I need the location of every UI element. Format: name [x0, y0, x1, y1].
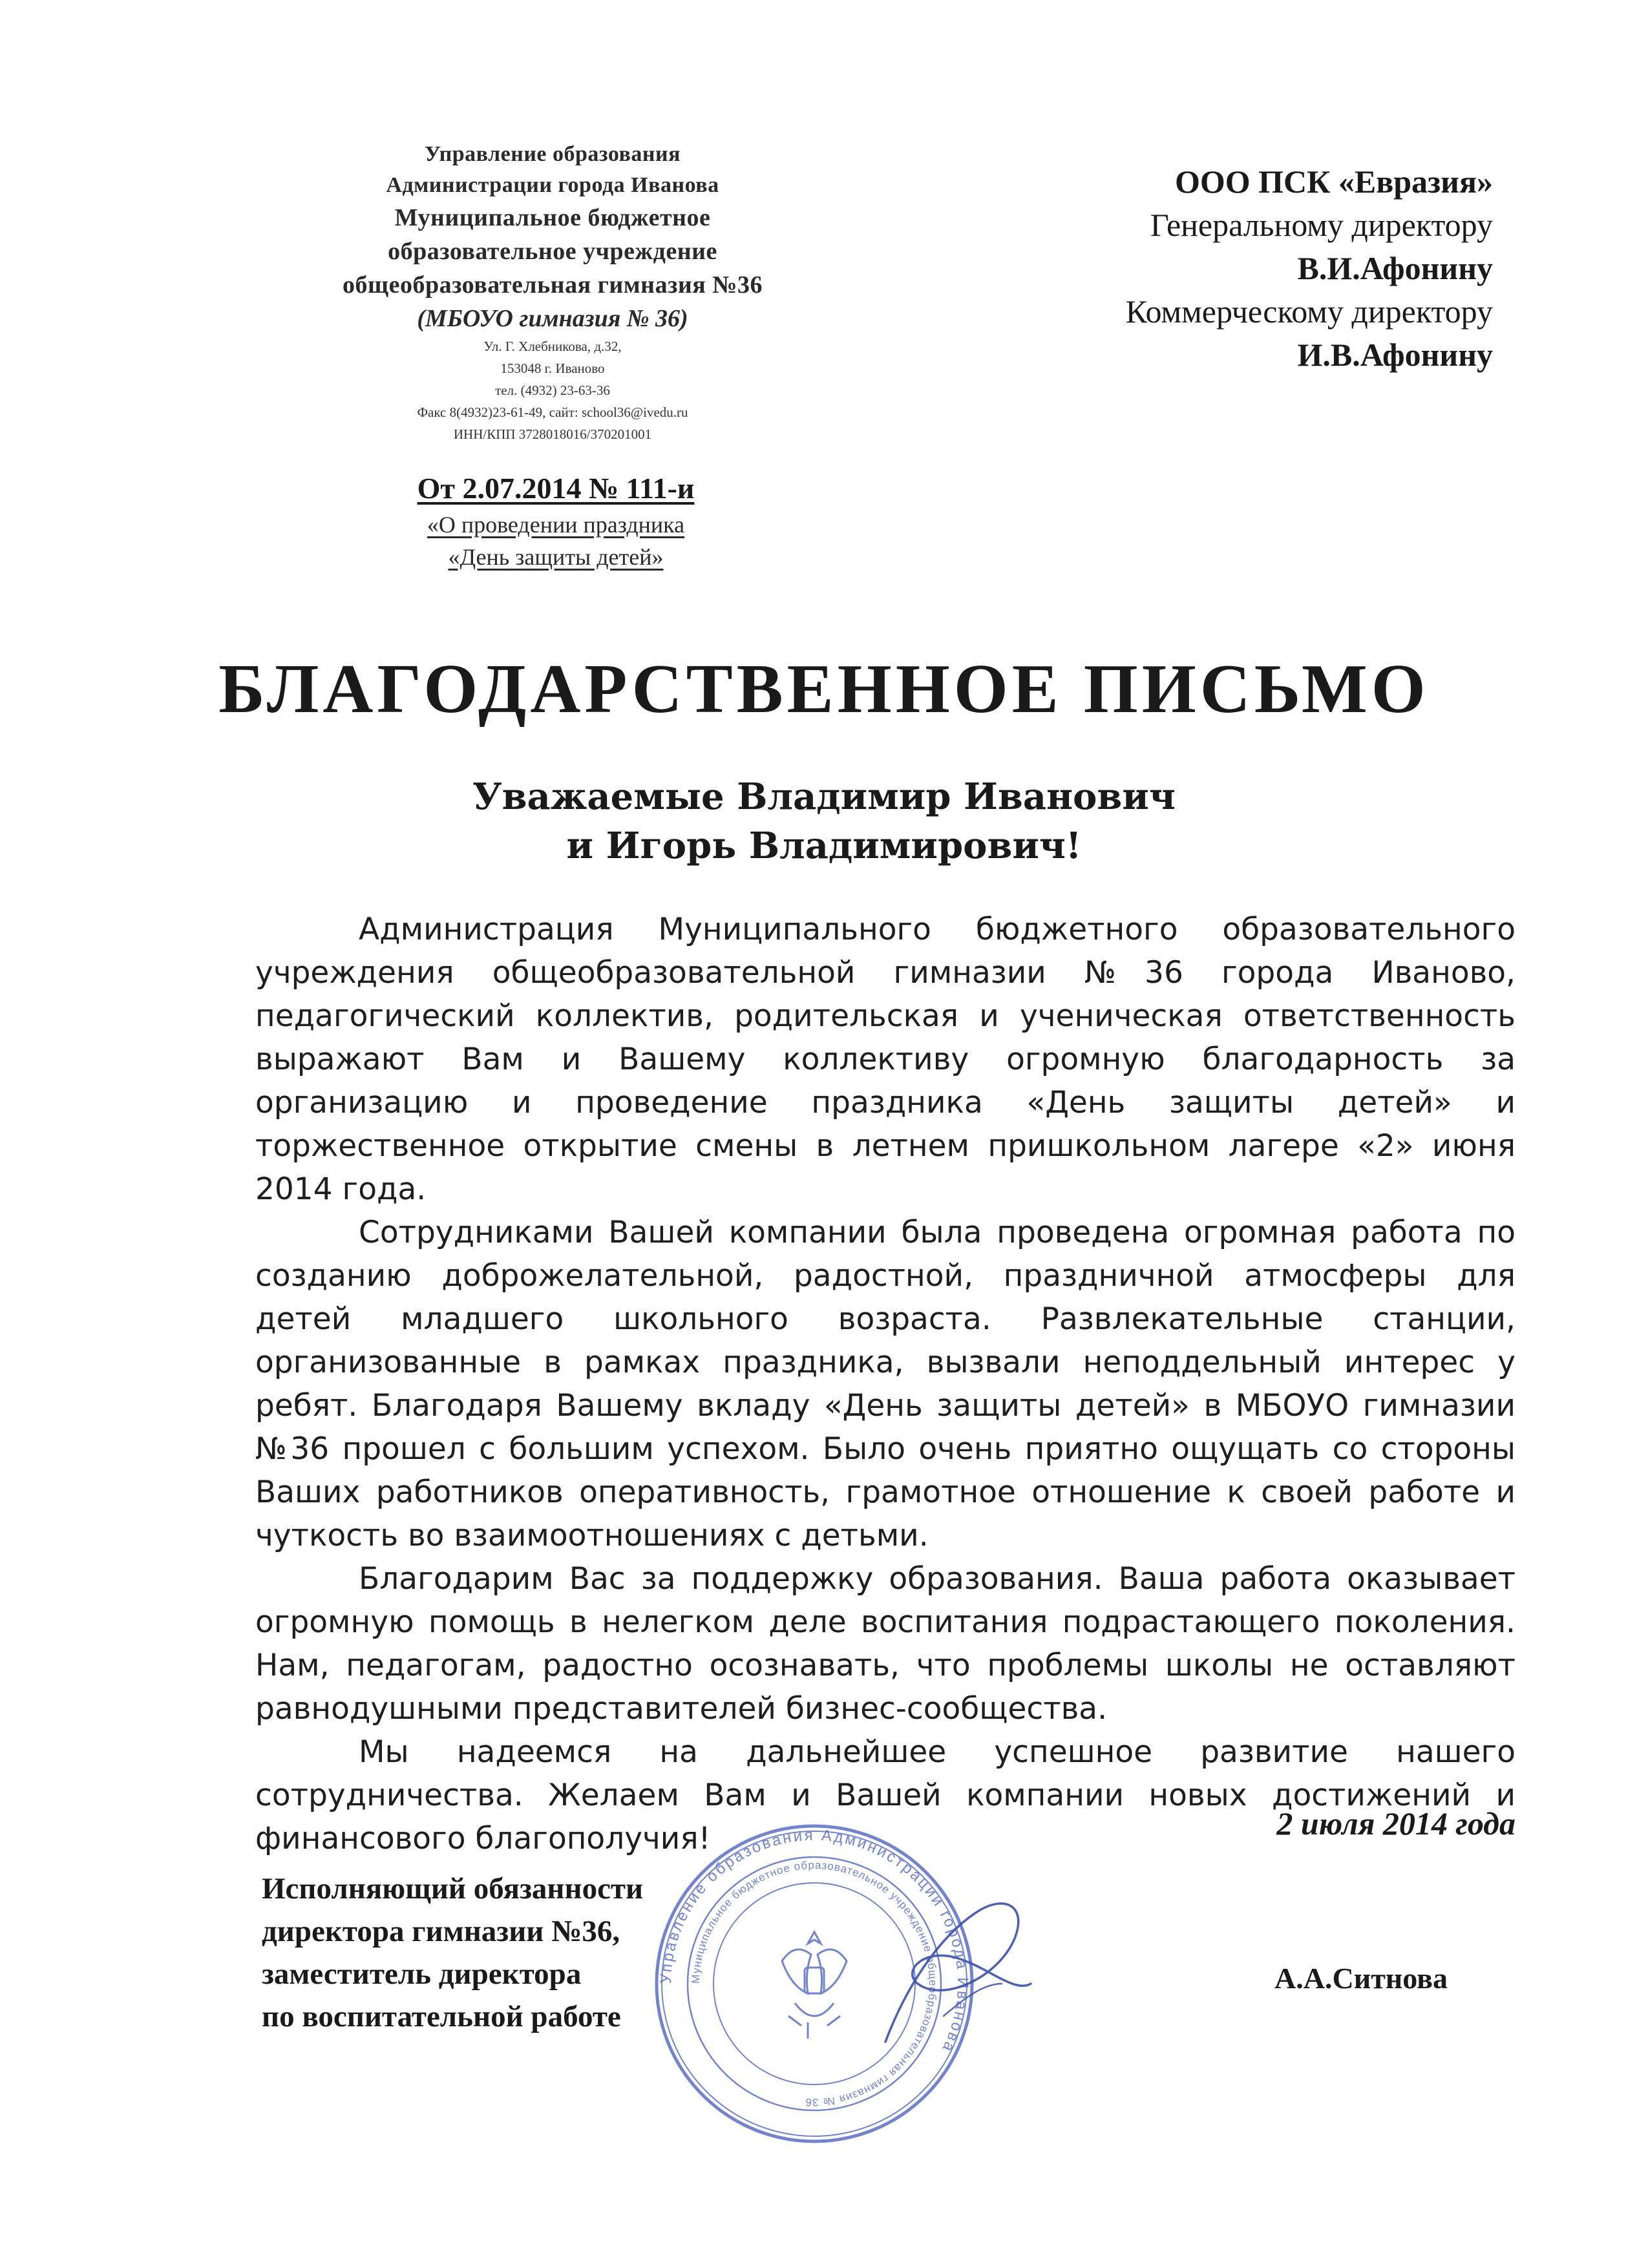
position-line: заместитель директора	[262, 1957, 582, 1991]
addressee-name: И.В.Афонину	[1297, 337, 1493, 373]
body-paragraph: Благодарим Вас за поддержку образования. Ваша работа оказывает огромную помощь в нелегком деле воспитания подрастающего поколения. Нам, педагогам, радостно осознавать, что проблемы школы не оставляют равнодушными представителей бизнес-сообщества.	[255, 1561, 1516, 1727]
sender-line: Администрации города Иванова	[386, 173, 719, 197]
document-number: От 2.07.2014 № 111-и	[417, 472, 695, 505]
sender-inn: ИНН/КПП 3728018016/370201001	[453, 426, 652, 442]
addressee-role: Генеральному директору	[1150, 207, 1493, 243]
stamp-outer-textpath: Управление образования Администрации города Иванова	[657, 1826, 972, 2056]
position-line: директора гимназии №36,	[262, 1915, 620, 1948]
sender-fax-site: Факс 8(4932)23-61-49, сайт: school36@ivedu.ru	[417, 404, 688, 420]
body-paragraph: Сотрудниками Вашей компании была проведена огромная работа по созданию доброжелательной, радостной, праздничной атмосферы для детей младшего школьного возраста. Развлекательные станции, организованные в рамках праздника, вызвали неподдельный интерес у ребят. Благодаря Вашему вкладу «День защиты детей» в МБОУО гимназии №36 прошел с большим успехом. Было очень приятно ощущать со стороны Ваших работников оперативность, грамотное отношение к своей работе и чуткость во взаимоотношениях с детьми.	[255, 1215, 1516, 1553]
position-line: Исполняющий обязанности	[262, 1872, 644, 1906]
stamp-inner-textpath: Муниципальное бюджетное образовательное учреждение общеобразовательная гимназия № 36	[689, 1858, 940, 2109]
document-subject: «О проведении праздника	[427, 512, 685, 538]
letter-title: БЛАГОДАРСТВЕННОЕ ПИСЬМО	[218, 651, 1430, 728]
greeting-line: и Игорь Владимирович!	[566, 824, 1082, 867]
body-paragraph: Мы надеемся на дальнейшее успешное развитие нашего сотрудничества. Желаем Вам и Вашей компании новых достижений и финансового благополучия!	[255, 1734, 1516, 1856]
greeting-line: Уважаемые Владимир Иванович	[472, 775, 1176, 818]
addressee-role: Коммерческому директору	[1125, 293, 1493, 330]
addressee-name: В.И.Афонину	[1297, 250, 1493, 286]
sender-abbreviation: (МБОУО гимназия № 36)	[417, 305, 688, 332]
sender-phone: тел. (4932) 23-63-36	[495, 383, 610, 398]
sender-block	[284, 139, 821, 445]
letter-body	[255, 908, 1516, 1860]
sender-postal: 153048 г. Иваново	[500, 361, 605, 376]
sender-line: Муниципальное бюджетное	[394, 204, 711, 231]
sender-line: Управление образования	[425, 142, 681, 166]
coat-of-arms-icon	[782, 1932, 847, 2039]
addressee-company: ООО ПСК «Евразия»	[1174, 163, 1493, 200]
body-paragraph: Администрация Муниципального бюджетного образовательного учреждения общеобразовательной гимназии №36 города Иваново, педагогический коллектив, родительская и ученическая ответственность выражают Вам и Вашему коллективу огромную благодарность за организацию и проведение праздника «День защиты детей» и торжественное открытие смены в летнем пришкольном лагере «2» июня 2014 года.	[255, 912, 1516, 1207]
sender-line: общеобразовательная гимназия №36	[343, 271, 763, 299]
signer-name: А.А.Ситнова	[1274, 1962, 1448, 1995]
document-subject: «День защиты детей»	[448, 544, 664, 570]
sender-line: образовательное учреждение	[388, 238, 717, 265]
handwritten-signature	[866, 1887, 1047, 2055]
registration-block	[362, 468, 750, 573]
sender-address: Ул. Г. Хлебникова, д.32,	[483, 339, 622, 354]
position-line: по воспитательной работе	[262, 2000, 621, 2033]
greeting	[0, 772, 1648, 870]
addressee-block	[911, 160, 1493, 377]
letter-date: 2 июля 2014 года	[1276, 1805, 1516, 1842]
